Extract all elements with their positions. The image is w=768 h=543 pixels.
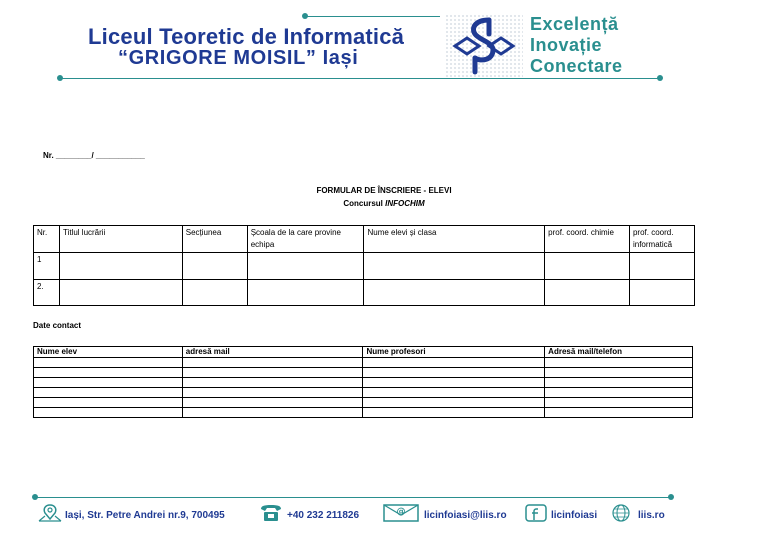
header-divider (60, 78, 660, 79)
header-school: Școala de la care provine echipa (247, 226, 364, 253)
cell-teacher-informatics[interactable] (629, 253, 694, 280)
form-title: FORMULAR DE ÎNSCRIERE - ELEVI (316, 186, 452, 195)
header-student-name: Nume elev (34, 347, 183, 358)
table-row (34, 408, 693, 418)
contest-name: INFOCHIM (385, 199, 425, 208)
row-number: 1 (34, 253, 60, 280)
table-row (34, 368, 693, 378)
header-teachers: Nume profesori (363, 347, 545, 358)
cell-school[interactable] (247, 280, 364, 306)
contact-section-label: Date contact (33, 321, 82, 330)
cell[interactable] (363, 358, 545, 368)
cell[interactable] (34, 358, 183, 368)
cell[interactable] (34, 388, 183, 398)
cell[interactable] (34, 378, 183, 388)
footer-email[interactable]: licinfoiasi@liis.ro (424, 510, 507, 521)
table-row (34, 388, 693, 398)
cell[interactable] (545, 398, 693, 408)
footer-divider-dot-right (668, 494, 674, 500)
cell-students[interactable] (364, 280, 545, 306)
cell-teacher-chemistry[interactable] (545, 280, 630, 306)
cell[interactable] (545, 388, 693, 398)
cell-students[interactable] (364, 253, 545, 280)
location-pin-icon (37, 503, 63, 523)
row-number: 2. (34, 280, 60, 306)
header-title: Titlul lucrării (59, 226, 182, 253)
table-row (34, 280, 695, 306)
cell[interactable] (34, 398, 183, 408)
cell[interactable] (182, 388, 363, 398)
school-name-subtitle: “GRIGORE MOISIL” Iași (118, 47, 359, 69)
footer-divider (35, 497, 672, 498)
mail-icon (382, 503, 420, 523)
header-email: adresă mail (182, 347, 363, 358)
cell-title[interactable] (59, 280, 182, 306)
motto-innovation: Inovație (530, 35, 603, 55)
header-nr: Nr. (34, 226, 60, 253)
subtitle-prefix: Concursul (343, 199, 386, 208)
svg-text:@: @ (396, 507, 406, 517)
registration-table (33, 225, 695, 306)
header-section: Secțiunea (182, 226, 247, 253)
cell[interactable] (545, 378, 693, 388)
cell[interactable] (363, 378, 545, 388)
footer-facebook[interactable]: licinfoiasi (551, 510, 598, 521)
cell[interactable] (34, 408, 183, 418)
cell[interactable] (363, 368, 545, 378)
registration-number: Nr. ________/ ___________ (43, 151, 145, 160)
cell[interactable] (545, 358, 693, 368)
phone-icon (258, 503, 284, 523)
footer-website[interactable]: liis.ro (638, 510, 665, 521)
footer-divider-dot-left (32, 494, 38, 500)
school-name: Liceul Teoretic de Informatică (88, 24, 405, 49)
contact-header-row (34, 347, 693, 358)
form-subtitle (0, 199, 768, 208)
contact-table (33, 346, 693, 418)
cell-title[interactable] (59, 253, 182, 280)
cell-teacher-chemistry[interactable] (545, 253, 630, 280)
cell[interactable] (545, 408, 693, 418)
cell[interactable] (182, 368, 363, 378)
cell-teacher-informatics[interactable] (629, 280, 694, 306)
cell-section[interactable] (182, 253, 247, 280)
motto-excellence: Excelență (530, 14, 619, 34)
table-header-row (34, 226, 695, 253)
table-row (34, 253, 695, 280)
header-students: Nume elevi și clasa (364, 226, 545, 253)
header-divider-dot-left (57, 75, 63, 81)
cell[interactable] (182, 378, 363, 388)
cell[interactable] (182, 358, 363, 368)
table-row (34, 358, 693, 368)
table-row (34, 398, 693, 408)
header-teacher-informatics: prof. coord. informatică (629, 226, 694, 253)
facebook-icon (524, 503, 548, 523)
cell[interactable] (545, 368, 693, 378)
footer-address: Iași, Str. Petre Andrei nr.9, 700495 (65, 510, 225, 521)
school-logo (445, 14, 523, 78)
footer-phone: +40 232 211826 (287, 510, 360, 521)
cell[interactable] (363, 398, 545, 408)
motto-connection: Conectare (530, 56, 623, 76)
header-divider-dot-right (657, 75, 663, 81)
cell[interactable] (34, 368, 183, 378)
cell-school[interactable] (247, 253, 364, 280)
cell-section[interactable] (182, 280, 247, 306)
header-decor-line (305, 16, 440, 17)
globe-icon (607, 503, 635, 523)
header-email-phone: Adresă mail/telefon (545, 347, 693, 358)
cell[interactable] (363, 388, 545, 398)
table-row (34, 378, 693, 388)
cell[interactable] (363, 408, 545, 418)
header-teacher-chemistry: prof. coord. chimie (545, 226, 630, 253)
cell[interactable] (182, 398, 363, 408)
cell[interactable] (182, 408, 363, 418)
